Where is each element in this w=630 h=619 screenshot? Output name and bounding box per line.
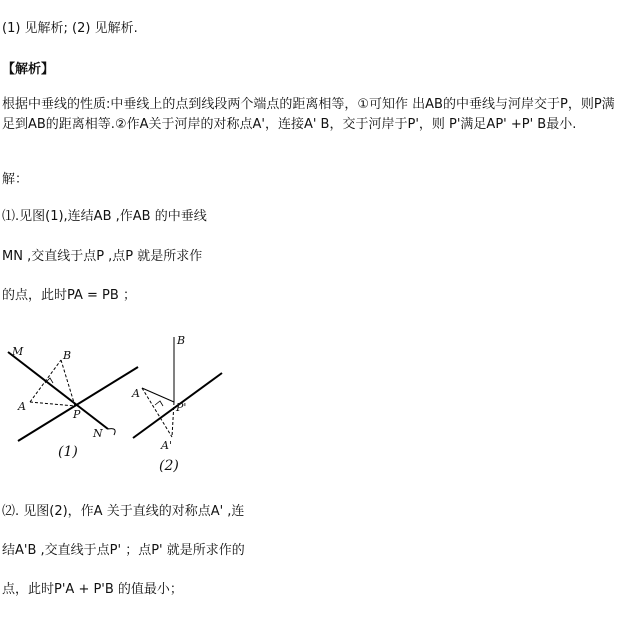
segment-ab <box>30 360 61 402</box>
segment-pa <box>30 402 75 406</box>
river-bank-line-1 <box>18 367 138 441</box>
segment-pa-prime <box>172 402 174 437</box>
label-a-2: A <box>132 387 140 400</box>
figure-2 <box>131 334 222 474</box>
part1-line3: 的点，此时PA = PB ； <box>2 288 136 303</box>
answer-line: (1) 见解析; (2) 见解析. <box>2 21 138 36</box>
caption-1: (1) <box>58 444 78 460</box>
section-title: 【解析】 <box>2 62 55 77</box>
analysis-paragraph: 根据中垂线的性质:中垂线上的点到线段两个端点的距离相等，①可知作 出AB的中垂线与河岸交于P，则P满足到AB的距离相等.②作A关于河岸的对称点A'，连接A' B，交于河岸于P'，则 P'满足AP' +P' B最小. <box>2 97 615 132</box>
segment-ap-2 <box>142 388 174 402</box>
label-n: N <box>93 427 103 440</box>
label-b-1: B <box>63 349 72 362</box>
label-m: M <box>12 345 24 358</box>
curve-mark <box>108 429 115 435</box>
solution-label: 解： <box>2 172 29 187</box>
part2-line3: 点，此时P'A + P'B 的值最小； <box>2 582 183 597</box>
part2-line1: ⑵. 见图(2)，作A 关于直线的对称点A' ,连 <box>2 504 245 519</box>
part2-line2: 结A'B ,交直线于点P' ；点P' 就是所求作的 <box>2 543 245 558</box>
label-a-1: A <box>18 400 26 413</box>
geometry-figure <box>0 325 260 485</box>
label-b-2: B <box>177 334 186 347</box>
part1-line2: MN ,交直线于点P ,点P 就是所求作 <box>2 249 203 264</box>
figure-1 <box>8 345 138 460</box>
caption-2: (2) <box>159 458 179 474</box>
part1-line1: ⑴.见图(1),连结AB ,作AB 的中垂线 <box>2 209 207 224</box>
label-p-prime: P' <box>176 401 187 414</box>
label-p: P <box>73 408 81 421</box>
right-angle-mark-2 <box>155 401 163 406</box>
label-a-prime: A' <box>161 439 172 452</box>
